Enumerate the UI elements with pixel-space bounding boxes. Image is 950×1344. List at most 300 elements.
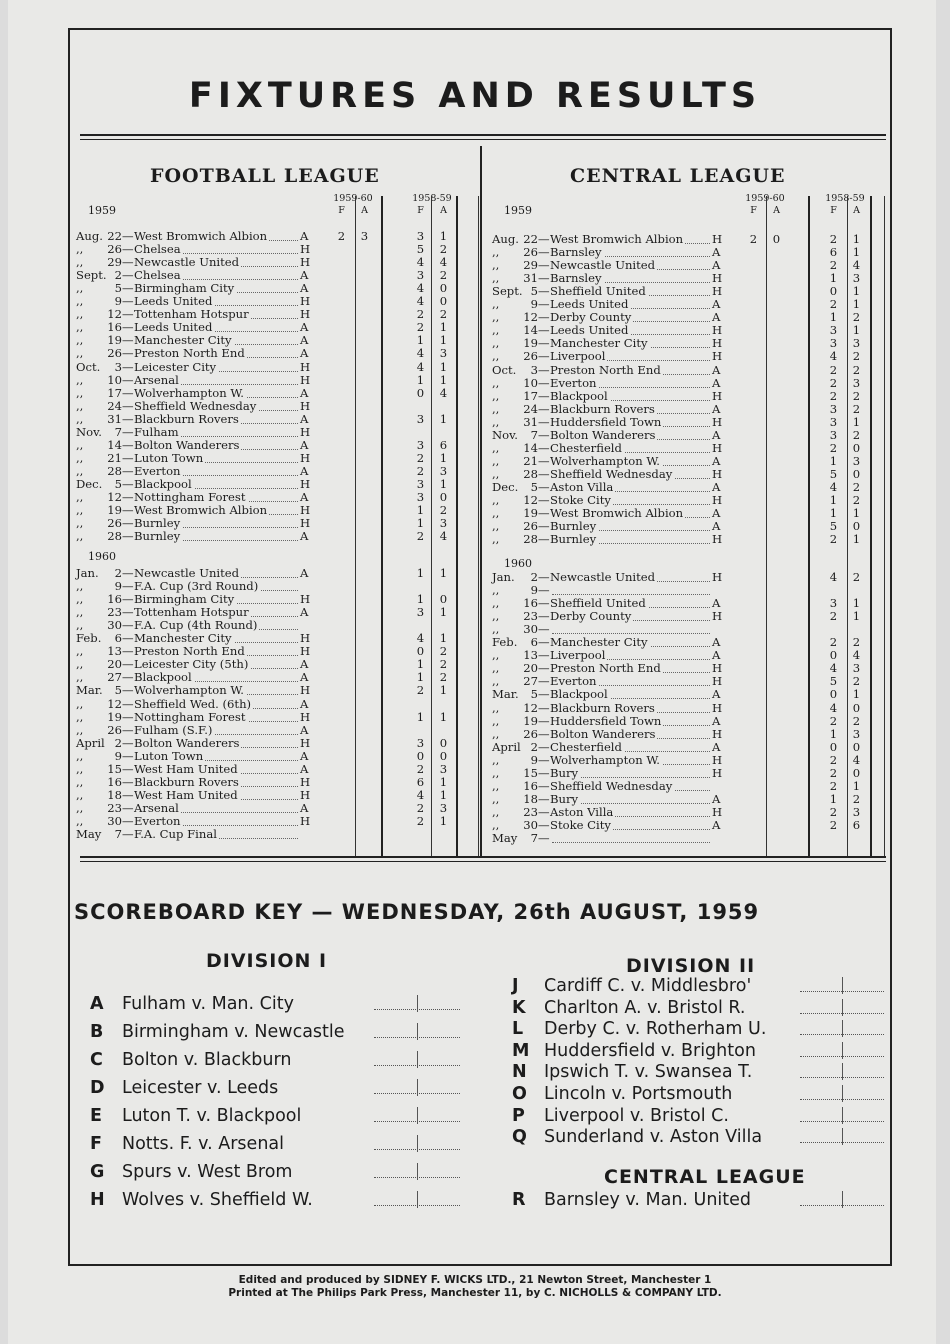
central-fixture-venue: A <box>712 453 721 468</box>
football-fixture-opponent: Preston North End <box>134 346 245 361</box>
central-fixture-month: ,, <box>492 258 500 273</box>
football-fixture-venue: H <box>300 476 311 491</box>
match-teams: Charlton A. v. Bristol R. <box>544 997 746 1018</box>
central-fixture-date: 22 <box>523 232 538 246</box>
central-fixture-leader <box>552 633 710 634</box>
football-fixture-row <box>76 321 478 334</box>
central-fixture-row <box>492 584 884 597</box>
football-score-pa: 1 <box>439 787 448 802</box>
central-score-pf: 1 <box>829 271 838 286</box>
football-fixture-opponent: Blackburn Rovers <box>134 774 239 789</box>
central-score-pf: 0 <box>829 687 838 702</box>
football-fixture-month: ,, <box>76 592 84 607</box>
central-score-pf: 4 <box>829 700 838 715</box>
football-fixture-opponent: Wolverhampton W. <box>134 385 244 400</box>
football-fixture-month: ,, <box>76 490 84 504</box>
football-score-pf: 4 <box>416 255 425 270</box>
central-fixture-month: ,, <box>492 609 500 624</box>
central-fixture-opponent: Bury <box>550 791 579 806</box>
central-fixture-date: 12 <box>523 700 538 715</box>
central-score-pf: 2 <box>829 778 838 793</box>
football-score-pf: 1 <box>416 657 425 672</box>
central-fixture-month: Nov. <box>492 427 518 442</box>
score-entry-separator <box>842 1128 843 1145</box>
football-fixture-dash: — <box>122 294 134 309</box>
central-score-pa: 4 <box>852 258 861 273</box>
football-col-for-label: F <box>338 205 345 216</box>
football-score-pf: 4 <box>416 359 425 374</box>
football-fixture-opponent: Chelsea <box>134 268 181 283</box>
match-row <box>512 1060 892 1084</box>
central-fixture-date: 13 <box>523 648 538 663</box>
central-fixture-month: ,, <box>492 297 500 312</box>
central-score-pf: 6 <box>829 245 838 260</box>
football-fixture-month: ,, <box>76 529 84 544</box>
football-fixture-venue: A <box>300 800 309 815</box>
central-fixture-dash: — <box>538 726 550 741</box>
central-score-pa: 1 <box>852 596 861 611</box>
central-fixture-row <box>492 571 884 584</box>
match-letter: R <box>512 1190 526 1210</box>
central-fixture-venue: H <box>712 570 723 584</box>
football-fixture-dash: — <box>122 748 134 763</box>
match-teams: Cardiff C. v. Middlesbro' <box>544 976 752 996</box>
football-fixture-opponent: Arsenal <box>134 800 179 815</box>
central-fixture-opponent: West Bromwich Albion <box>550 506 684 521</box>
central-score-pa: 2 <box>852 401 861 416</box>
match-row <box>512 996 892 1020</box>
football-fixture-dash: — <box>122 529 134 544</box>
match-letter: D <box>90 1078 105 1098</box>
football-fixture-dash: — <box>122 437 134 452</box>
central-fixture-month: Sept. <box>492 284 523 299</box>
central-fixture-dash: — <box>538 479 550 494</box>
football-score-pa: 1 <box>439 372 448 387</box>
central-fixture-month: ,, <box>492 817 500 832</box>
central-fixture-row <box>492 311 884 324</box>
central-season-current: 1959-60 <box>745 193 785 204</box>
football-fixture-dash: — <box>122 268 134 283</box>
football-fixture-opponent: Leeds United <box>134 320 213 335</box>
score-entry-separator <box>417 1023 418 1040</box>
football-fixture-opponent: Chelsea <box>134 242 181 257</box>
central-score-pa: 1 <box>852 506 861 521</box>
central-score-pf: 2 <box>829 258 838 273</box>
football-fixture-row <box>76 439 478 452</box>
football-fixture-opponent: F.A. Cup (3rd Round) <box>134 579 259 594</box>
football-fixture-row <box>76 698 478 711</box>
football-score-pa: 2 <box>439 503 448 518</box>
football-fixture-date: 9 <box>114 294 122 309</box>
football-fixture-month: ,, <box>76 307 84 322</box>
central-fixture-month: ,, <box>492 700 500 715</box>
central-fixture-row <box>492 285 884 298</box>
central-score-pf: 1 <box>829 310 838 325</box>
central-fixture-opponent: Bury <box>550 765 579 780</box>
central-fixture-month: ,, <box>492 532 500 547</box>
central-fixture-opponent: Blackpool <box>550 388 608 403</box>
central-fixture-dash: — <box>538 440 550 455</box>
football-score-pf: 4 <box>416 631 425 646</box>
football-fixture-venue: H <box>300 813 311 828</box>
football-fixture-month: ,, <box>76 503 84 518</box>
football-fixture-dash: — <box>122 761 134 776</box>
division-one-heading: DIVISION I <box>206 950 328 972</box>
central-fixture-month: Jan. <box>492 570 515 584</box>
football-fixture-date: 26 <box>107 242 122 257</box>
central-fixture-date: 19 <box>523 506 538 521</box>
football-col-against-label: A <box>440 205 447 216</box>
central-fixture-opponent: Barnsley <box>550 245 602 260</box>
central-fixture-month: Feb. <box>492 635 518 650</box>
central-fixture-date: 17 <box>523 388 538 403</box>
central-fixture-date: 26 <box>523 519 538 534</box>
football-fixture-row <box>76 711 478 724</box>
football-score-pf: 1 <box>416 516 425 531</box>
football-fixture-row <box>76 580 478 593</box>
central-fixture-dash: — <box>538 310 550 325</box>
central-fixture-opponent: Stoke City <box>550 817 611 832</box>
central-fixture-venue: A <box>712 791 721 806</box>
central-fixture-dash: — <box>538 700 550 715</box>
football-fixture-date: 6 <box>114 631 122 646</box>
match-teams: Luton T. v. Blackpool <box>122 1106 302 1126</box>
football-fixture-month: ,, <box>76 709 84 724</box>
score-entry-separator <box>417 995 418 1012</box>
match-row <box>90 1104 470 1128</box>
central-fixture-month: ,, <box>492 752 500 767</box>
central-fixture-dash: — <box>538 713 550 728</box>
central-score-pf: 2 <box>829 388 838 403</box>
football-fixture-month: ,, <box>76 255 84 270</box>
football-fixture-dash: — <box>122 463 134 478</box>
football-fixture-month: ,, <box>76 242 84 257</box>
football-score-pf: 2 <box>416 683 425 698</box>
central-fixture-date: 26 <box>523 349 538 364</box>
central-score-pf: 3 <box>829 414 838 429</box>
central-fixture-venue: H <box>712 726 723 741</box>
central-fixture-venue: H <box>712 700 723 715</box>
match-letter: F <box>90 1134 102 1154</box>
central-fixture-row <box>492 429 884 442</box>
football-score-pa: 2 <box>439 268 448 283</box>
central-fixture-date: 3 <box>530 362 538 377</box>
match-letter: H <box>90 1190 105 1210</box>
football-fixture-venue: A <box>300 333 309 348</box>
central-fixture-dash: — <box>538 817 550 832</box>
football-fixture-dash: — <box>122 827 134 841</box>
football-fixture-row <box>76 632 478 645</box>
central-fixture-venue: A <box>712 506 721 521</box>
football-fixture-venue: A <box>300 605 309 620</box>
football-score-pf: 2 <box>416 800 425 815</box>
football-fixture-row <box>76 426 478 439</box>
football-fixture-date: 12 <box>107 307 122 322</box>
football-score-pa: 0 <box>439 281 448 296</box>
football-fixture-date: 22 <box>107 229 122 243</box>
football-fixture-date: 16 <box>107 592 122 607</box>
central-fixture-date: 28 <box>523 466 538 481</box>
football-fixture-date: 17 <box>107 385 122 400</box>
football-fixture-opponent: Bolton Wanderers <box>134 735 240 750</box>
football-fixture-row <box>76 374 478 387</box>
central-fixture-opponent: Wolverhampton W. <box>550 752 660 767</box>
central-fixture-date: 30 <box>523 817 538 832</box>
match-row <box>90 992 470 1016</box>
football-score-pf: 2 <box>416 463 425 478</box>
football-fixture-opponent: Blackburn Rovers <box>134 411 239 426</box>
central-fixture-venue: A <box>712 427 721 442</box>
football-fixture-opponent: Burnley <box>134 516 181 531</box>
football-fixture-dash: — <box>122 372 134 387</box>
football-fixture-venue: H <box>300 294 311 309</box>
central-fixture-row <box>492 832 884 845</box>
football-fixture-opponent: Everton <box>134 813 181 828</box>
football-fixture-dash: — <box>122 307 134 322</box>
central-fixture-opponent: Sheffield United <box>550 284 646 299</box>
central-score-pa: 3 <box>852 336 861 351</box>
football-fixture-opponent: Nottingham Forest <box>134 709 246 724</box>
football-score-pa: 1 <box>439 631 448 646</box>
central-fixture-dash: — <box>538 375 550 390</box>
central-fixture-dash: — <box>538 336 550 351</box>
football-fixture-date: 14 <box>107 437 122 452</box>
central-fixture-row <box>492 468 884 481</box>
football-fixture-opponent: Sheffield Wed. (6th) <box>134 696 252 711</box>
football-fixture-date: 5 <box>114 476 122 491</box>
football-fixture-date: 23 <box>107 800 122 815</box>
football-fixture-date: 12 <box>107 696 122 711</box>
football-fixture-dash: — <box>122 566 134 580</box>
football-fixture-dash: — <box>122 709 134 724</box>
central-score-pf: 1 <box>829 726 838 741</box>
football-fixture-date: 27 <box>107 670 122 685</box>
football-score-pf: 1 <box>416 566 425 580</box>
central-score-pf: 5 <box>829 674 838 689</box>
central-fixture-date: 7 <box>530 831 538 845</box>
football-fixture-dash: — <box>122 579 134 594</box>
football-fixture-opponent: Luton Town <box>134 748 204 763</box>
football-fixture-opponent: Manchester City <box>134 333 232 348</box>
central-year-1959: 1959 <box>504 204 532 217</box>
central-score-pf: 2 <box>829 440 838 455</box>
football-fixture-month: Oct. <box>76 359 101 374</box>
football-fixture-month: Dec. <box>76 476 103 491</box>
football-col-against-label: A <box>361 205 368 216</box>
central-season-previous: 1958-59 <box>825 193 865 204</box>
central-fixture-venue: H <box>712 765 723 780</box>
match-letter: B <box>90 1022 104 1042</box>
score-entry-separator <box>842 1191 843 1208</box>
league-divider <box>480 146 482 858</box>
central-league-key-heading: CENTRAL LEAGUE <box>604 1166 806 1188</box>
central-fixture-venue: A <box>712 817 721 832</box>
football-col-for-label: F <box>417 205 424 216</box>
central-fixture-row <box>492 246 884 259</box>
football-fixture-venue: A <box>300 670 309 685</box>
match-teams: Spurs v. West Brom <box>122 1162 293 1182</box>
central-fixture-row <box>492 610 884 623</box>
football-fixture-date: 15 <box>107 761 122 776</box>
central-fixture-row <box>492 715 884 728</box>
central-score-pf: 5 <box>829 466 838 481</box>
central-fixture-opponent: Manchester City <box>550 635 648 650</box>
football-score-pf: 1 <box>416 592 425 607</box>
central-fixture-row <box>492 806 884 819</box>
footer-editor-line: Edited and produced by SIDNEY F. WICKS LTD., 21 Newton Street, Manchester 1 <box>238 1274 712 1286</box>
football-fixture-month: ,, <box>76 722 84 737</box>
football-season-current: 1959-60 <box>333 193 373 204</box>
football-fixture-opponent: Nottingham Forest <box>134 490 246 504</box>
central-fixture-opponent: Everton <box>550 674 597 689</box>
central-score-pa: 3 <box>852 453 861 468</box>
football-fixture-opponent: Leeds United <box>134 294 213 309</box>
central-score-pf: 2 <box>829 609 838 624</box>
football-fixture-month: ,, <box>76 761 84 776</box>
central-fixture-opponent: Preston North End <box>550 362 661 377</box>
central-fixture-opponent: Manchester City <box>550 336 648 351</box>
football-fixture-date: 26 <box>107 516 122 531</box>
football-score-pf: 0 <box>416 748 425 763</box>
central-fixture-venue: H <box>712 388 723 403</box>
central-fixture-venue: H <box>712 752 723 767</box>
central-fixture-month: April <box>492 739 521 754</box>
football-fixture-row <box>76 282 478 295</box>
central-fixture-row <box>492 455 884 468</box>
football-column-rule <box>478 196 479 856</box>
central-score-pa: 2 <box>852 427 861 442</box>
football-fixture-opponent: Tottenham Hotspur <box>134 605 249 620</box>
central-score-pa: 2 <box>852 570 861 584</box>
football-fixture-date: 21 <box>107 450 122 465</box>
football-fixture-month: ,, <box>76 516 84 531</box>
match-teams: Bolton v. Blackburn <box>122 1050 292 1070</box>
score-entry-separator <box>417 1191 418 1208</box>
central-fixture-opponent: Newcastle United <box>550 258 656 273</box>
central-score-pa: 2 <box>852 310 861 325</box>
central-fixture-date: 18 <box>523 791 538 806</box>
central-score-pa: 3 <box>852 271 861 286</box>
central-fixture-month: ,, <box>492 674 500 689</box>
central-score-pf: 2 <box>829 804 838 819</box>
football-score-pf: 1 <box>416 372 425 387</box>
football-fixture-venue: H <box>300 372 311 387</box>
central-score-pa: 2 <box>852 349 861 364</box>
central-fixture-row <box>492 416 884 429</box>
football-fixture-dash: — <box>122 696 134 711</box>
central-fixture-opponent: Bolton Wanderers <box>550 726 656 741</box>
match-letter: J <box>512 976 519 996</box>
central-score-pa: 3 <box>852 804 861 819</box>
central-fixture-opponent: Barnsley <box>550 271 602 286</box>
central-score-pf: 3 <box>829 427 838 442</box>
central-fixture-row <box>492 702 884 715</box>
central-fixture-dash: — <box>538 466 550 481</box>
football-fixture-row <box>76 671 478 684</box>
football-fixture-opponent: Leicester City <box>134 359 217 374</box>
central-fixture-venue: A <box>712 375 721 390</box>
score-entry-separator <box>417 1079 418 1096</box>
match-row <box>512 1017 892 1041</box>
central-fixture-venue: A <box>712 713 721 728</box>
central-fixture-date: 19 <box>523 713 538 728</box>
football-score-pa: 1 <box>439 605 448 620</box>
football-score-pf: 0 <box>416 644 425 659</box>
central-fixture-venue: H <box>712 609 723 624</box>
match-teams: Lincoln v. Portsmouth <box>544 1084 733 1104</box>
football-fixture-opponent: Arsenal <box>134 372 179 387</box>
central-fixture-opponent: Newcastle United <box>550 570 656 584</box>
match-teams: Leicester v. Leeds <box>122 1078 279 1098</box>
football-score-pa: 3 <box>439 516 448 531</box>
football-score-pa: 1 <box>439 774 448 789</box>
football-fixture-venue: H <box>300 516 311 531</box>
football-fixture-dash: — <box>122 333 134 348</box>
central-score-pf: 1 <box>829 791 838 806</box>
football-fixture-row <box>76 347 478 360</box>
football-fixture-dash: — <box>122 800 134 815</box>
football-score-pa: 3 <box>439 761 448 776</box>
central-fixture-row <box>492 442 884 455</box>
football-fixture-venue: A <box>300 696 309 711</box>
central-fixture-row <box>492 754 884 767</box>
football-fixture-row <box>76 684 478 697</box>
football-score-pf: 4 <box>416 294 425 309</box>
central-fixture-opponent: Bolton Wanderers <box>550 427 656 442</box>
football-score-pf: 3 <box>416 476 425 491</box>
central-fixture-dash: — <box>538 804 550 819</box>
central-fixture-opponent: Sheffield United <box>550 596 646 611</box>
football-score-pf: 1 <box>416 709 425 724</box>
central-fixture-month: ,, <box>492 349 500 364</box>
football-score-pa: 2 <box>439 670 448 685</box>
match-letter: K <box>512 997 526 1018</box>
central-fixture-row <box>492 494 884 507</box>
central-fixture-row <box>492 364 884 377</box>
football-fixture-date: 28 <box>107 529 122 544</box>
central-score-pa: 2 <box>852 713 861 728</box>
football-fixture-dash: — <box>122 346 134 361</box>
central-fixture-row <box>492 403 884 416</box>
match-row <box>512 1125 892 1149</box>
central-score-pf: 2 <box>829 532 838 547</box>
central-score-pa: 1 <box>852 687 861 702</box>
football-fixture-month: ,, <box>76 605 84 620</box>
central-fixture-dash: — <box>538 414 550 429</box>
football-fixture-date: 19 <box>107 333 122 348</box>
central-fixture-dash: — <box>538 453 550 468</box>
football-fixture-opponent: Sheffield Wednesday <box>134 398 257 413</box>
football-year-1960: 1960 <box>88 550 116 563</box>
football-fixture-venue: A <box>300 437 309 452</box>
central-fixture-date: 23 <box>523 609 538 624</box>
football-fixture-month: ,, <box>76 281 84 296</box>
football-fixture-date: 26 <box>107 722 122 737</box>
central-fixture-month: ,, <box>492 648 500 663</box>
football-fixture-month: ,, <box>76 670 84 685</box>
match-row <box>512 1039 892 1063</box>
football-fixture-opponent: West Bromwich Albion <box>134 229 268 243</box>
central-fixture-dash: — <box>538 583 550 598</box>
football-fixture-row <box>76 295 478 308</box>
football-score-pf: 4 <box>416 787 425 802</box>
football-fixture-row <box>76 452 478 465</box>
central-fixture-dash: — <box>538 648 550 663</box>
football-fixture-dash: — <box>122 618 134 633</box>
central-fixture-row <box>492 780 884 793</box>
central-fixture-opponent: Blackpool <box>550 687 608 702</box>
match-teams: Derby C. v. Rotherham U. <box>544 1019 767 1040</box>
